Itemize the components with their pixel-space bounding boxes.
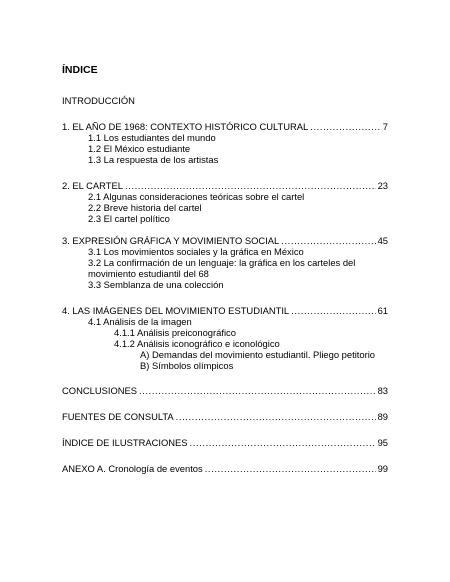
toc-subsubentry: 4.1.2 Análisis iconográfico e iconológico [114,338,280,349]
toc-subsubentry: 4.1.1 Análisis preiconográfico [114,327,236,338]
toc-page-number: 23 [377,180,388,191]
toc-page-number: 95 [377,437,388,448]
toc-subentry: 2.3 El cartel político [88,213,170,224]
toc-entry-label: 3. EXPRESIÓN GRÁFICA Y MOVIMIENTO SOCIAL [62,235,280,246]
toc-subentry-continuation: movimiento estudiantil del 68 [88,268,209,279]
toc-subentry: 3.1 Los movimientos sociales y la gráfica en México [88,246,304,257]
leader-dots [291,305,375,316]
leader-dots [310,121,381,132]
leader-dots [205,463,376,474]
toc-page-number: 61 [377,305,388,316]
toc-entry-annex [62,463,388,474]
toc-entry-chapter-2 [62,180,388,191]
toc-subentry: 2.2 Breve historia del cartel [88,202,202,213]
toc-subentry: 3.3 Semblanza de una colección [88,279,224,290]
toc-entry-illustrations [62,437,388,448]
toc-entry-chapter-3 [62,235,388,246]
leader-dots [190,437,376,448]
toc-entry-sources [62,411,388,422]
toc-entry-label: ÍNDICE DE ILUSTRACIONES [62,437,188,448]
toc-entry-label: CONCLUSIONES [62,385,138,396]
toc-entry-chapter-1 [62,121,388,132]
toc-page-number: 99 [377,463,388,474]
toc-subsubsubentry: B) Símbolos olímpicos [140,360,234,371]
toc-entry-label: 4. LAS IMÁGENES DEL MOVIMIENTO ESTUDIANTIL [62,305,290,316]
toc-subentry: 3.2 La confirmación de un lenguaje: la gráfica en los carteles del [88,257,356,268]
leader-dots [281,235,375,246]
leader-dots [139,385,376,396]
toc-page-number: 89 [377,411,388,422]
toc-entry-conclusions [62,385,388,396]
toc-page-number: 45 [377,235,388,246]
toc-entry-label: FUENTES DE CONSULTA [62,411,174,422]
toc-entry-label: ANEXO A. Cronología de eventos [62,463,203,474]
toc-entry-label: 1. EL AÑO DE 1968: CONTEXTO HISTÓRICO CULTURAL [62,121,309,132]
toc-subentry: 1.2 El México estudiante [88,143,191,154]
toc-page-number: 83 [377,385,388,396]
toc-introduction: INTRODUCCIÓN [62,95,135,106]
toc-subentry: 2.1 Algunas consideraciones teóricas sobre el cartel [88,191,305,202]
toc-subentry: 1.3 La respuesta de los artistas [88,154,219,165]
leader-dots [125,180,376,191]
toc-subentry: 4.1 Análisis de la imagen [88,316,192,327]
toc-subsubsubentry: A) Demandas del movimiento estudiantil. Pliego petitorio [140,349,376,360]
toc-entry-chapter-4 [62,305,388,316]
toc-subentry: 1.1 Los estudiantes del mundo [88,132,216,143]
toc-page-number: 7 [382,121,388,132]
leader-dots [176,411,376,422]
page-title: ÍNDICE [62,64,98,76]
toc-entry-label: 2. EL CARTEL [62,180,123,191]
